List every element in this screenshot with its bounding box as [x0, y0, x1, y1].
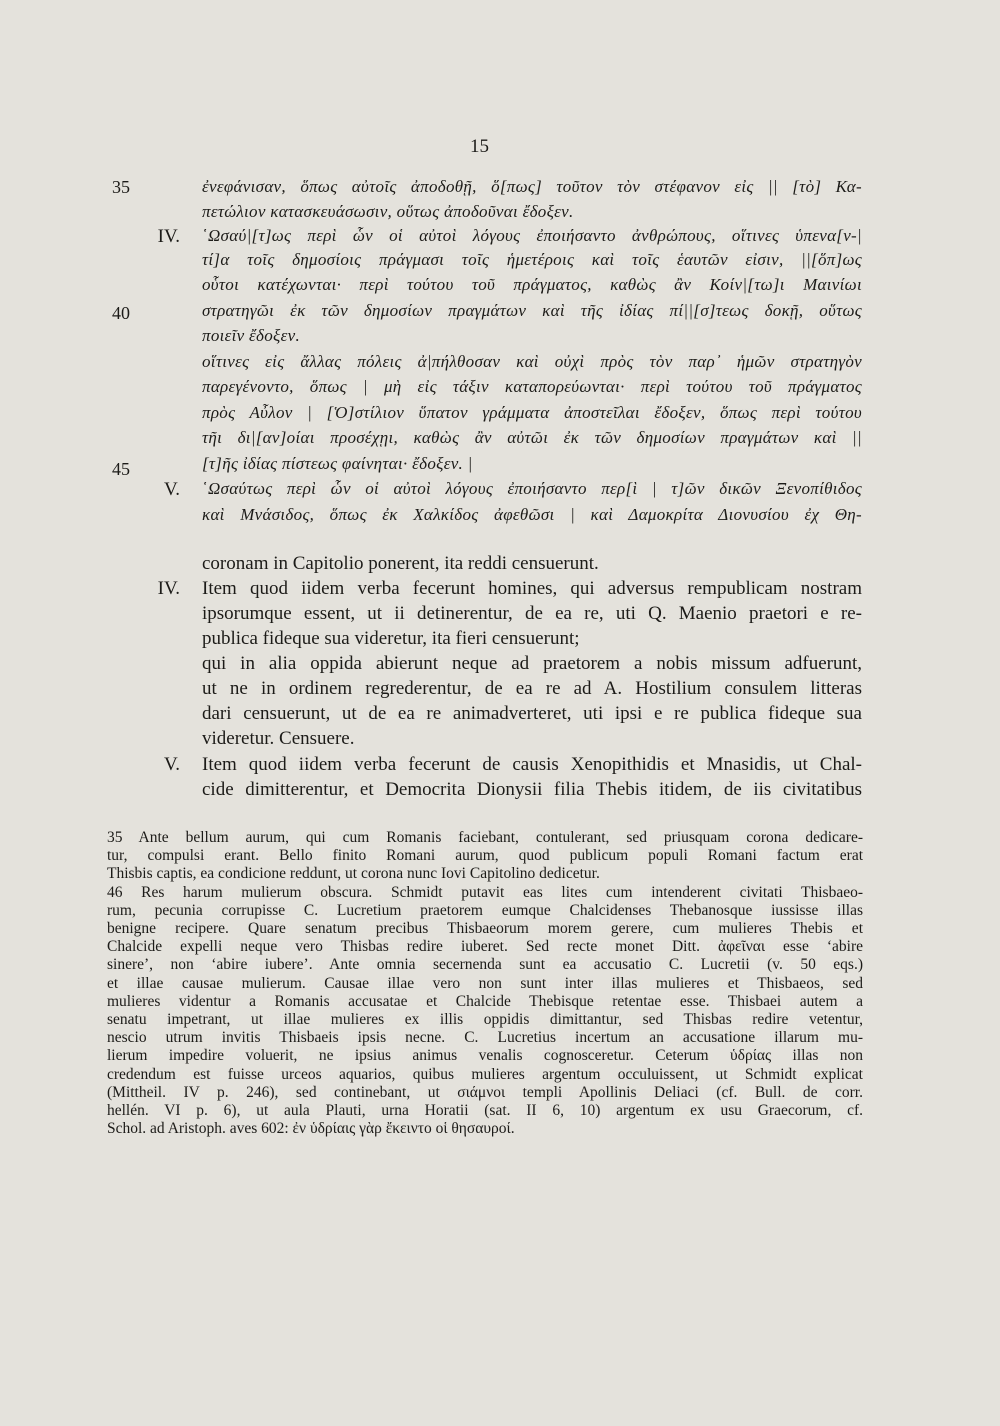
footnote-line: Schol. ad Aristoph. aves 602: ἐν ὑδρίαις γὰρ ἔκειντο οἱ θησαυροί. — [107, 1120, 515, 1137]
footnote-line: benigne recipere. Quare senatum precibus Thisbaeorum morem gerere, cum mulieres Thebis et — [107, 920, 863, 937]
greek-line: παρεγένοντο, ὅπως | μὴ εἰς τάξιν καταπορεύωνται· περὶ τούτου τοῦ πράγματος — [202, 377, 862, 396]
footnote-line: 46 Res harum mulierum obscura. Schmidt putavit eas lites cum intenderent civitati Thisbaeo- — [107, 884, 863, 901]
page-number: 15 — [470, 136, 489, 157]
line-number-40: 40 — [112, 303, 130, 323]
greek-line: οἵτινες εἰς ἄλλας πόλεις ἀ|πήλθοσαν καὶ οὐχὶ πρὸς τὸν παρ᾽ ἡμῶν στρατηγὸν — [202, 352, 862, 371]
footnote-line: senatu impetrant, ut illae mulieres ex illis oppidis dimittantur, sed Thisbas redire vetentur, — [107, 1011, 863, 1028]
greek-section-v: V. — [163, 479, 180, 500]
greek-line: οὗτοι κατέχωνται· περὶ τούτου τοῦ πράγματος, καθὼς ἂν Κοίν|[τω]ι Μαινίωι — [202, 275, 862, 294]
greek-line: [τ]ῆς ἰδίας πίστεως φαίνηται· ἔδοξεν. | — [202, 454, 473, 473]
latin-section-iv: IV. — [157, 578, 180, 599]
footnote-line: Thisbis captis, ea condicione reddunt, ut corona nunc Iovi Capitolino dedicetur. — [107, 865, 600, 882]
footnote-line: sinere’, non ‘abire iubere’. Ante omnia secernenda sunt ea accusatio C. Lucretii (v. 50 eqs.) — [107, 956, 863, 973]
footnote-line: et illae causae mulierum. Causae illae vero non sunt inter illas mulieres et Thisbaeos, sed — [107, 975, 863, 992]
greek-line: ποιεῖν ἔδοξεν. — [202, 326, 301, 345]
footnote-line: credendum est fuisse urceos aquarios, quibus mulieres argentum occuluissent, ut Schmidt explicat — [107, 1066, 863, 1083]
latin-line: videretur. Censuere. — [202, 728, 355, 749]
latin-line: ipsorumque essent, ut ii detinerentur, de ea re, uti Q. Maenio praetori e re- — [202, 603, 862, 624]
greek-line: καὶ Μνάσιδος, ὅπως ἐκ Χαλκίδος ἀφεθῶσι | καὶ Δαμοκρίτα Διονυσίου ἐχ Θη- — [202, 505, 862, 524]
footnote-line: hellén. VI p. 6), ut aula Plauti, urna Horatii (sat. II 6, 10) argentum ex usu Graecorum, cf. — [107, 1102, 863, 1119]
greek-line: τί]α τοῖς δημοσίοις πράγμασι τοῖς ἡμετέροις καὶ τοῖς ἑαυτῶν εἰσιν, ||[ὅπ]ως — [202, 250, 862, 269]
greek-line: στρατηγῶι ἐκ τῶν δημοσίων πραγμάτων καὶ τῆς ἰδίας πί||[σ]τεως δοκῇ, οὕτως — [202, 301, 862, 320]
greek-line: ἐνεφάνισαν, ὅπως αὐτοῖς ἀποδοθῇ, ὅ[πως] τοῦτον τὸν στέφανον εἰς || [τὸ] Κα- — [202, 177, 862, 196]
latin-line: ut ne in ordinem regrederentur, de ea re ad A. Hostilium consulem litteras — [202, 678, 862, 699]
footnote-line: nescio utrum invitis Thisbaeis ipsis necne. C. Lucretius incertum an accusatione illarum mu- — [107, 1029, 863, 1046]
latin-line: dari censuerunt, ut de ea re animadverteret, uti ipsi e re publica fideque sua — [202, 703, 862, 724]
footnote-line: Chalcide expelli neque vero Thisbas redire iuberet. Sed recte monet Ditt. ἀφεῖναι esse ‘abire — [107, 938, 863, 955]
footnote-line: (Mittheil. IV p. 246), sed continebant, ut σιάμνοι templi Apollinis Deliaci (cf. Bull. de corr. — [107, 1084, 863, 1101]
latin-line: coronam in Capitolio ponerent, ita reddi censuerunt. — [202, 553, 599, 574]
line-number-35: 35 — [112, 177, 130, 197]
greek-line: ῾Ωσαύ|[τ]ως περὶ ὧν οἱ αὐτοὶ λόγους ἐποιήσαντο ἀνθρώπους, οἵτινες ὑπενα[ν-| — [202, 226, 862, 245]
latin-section-v: V. — [163, 754, 180, 775]
latin-line: qui in alia oppida abierunt neque ad praetorem a nobis missum adfuerunt, — [202, 653, 862, 674]
footnote-line: 35 Ante bellum aurum, qui cum Romanis faciebant, contulerant, sed priusquam corona dedicare- — [107, 829, 863, 846]
greek-line: πετώλιον κατασκευάσωσιν, οὕτως ἀποδοῦναι ἔδοξεν. — [202, 202, 574, 221]
greek-section-iv: IV. — [157, 226, 180, 247]
latin-line: Item quod iidem verba fecerunt homines, qui adversus rempublicam nostram — [202, 578, 862, 599]
footnote-line: tur, compulsi erant. Bello finito Romani aurum, quod publicum populi Romani factum erat — [107, 847, 863, 864]
latin-line: publica fideque sua videretur, ita fieri censuerunt; — [202, 628, 580, 649]
footnote-line: mulieres videntur a Romanis accusatae et Chalcide Thebisque retentae esse. Thisbaei autem a — [107, 993, 863, 1010]
latin-line: Item quod iidem verba fecerunt de causis Xenopithidis et Mnasidis, ut Chal- — [202, 754, 862, 775]
greek-line: πρὸς Αὖλον | [Ὁ]στίλιον ὕπατον γράμματα ἀποστεῖλαι ἔδοξεν, ὅπως περὶ τούτου — [202, 403, 862, 422]
line-number-45: 45 — [112, 459, 130, 479]
latin-line: cide dimitterentur, et Democrita Dionysii filia Thebis itidem, de iis civitatibus — [202, 779, 862, 800]
greek-line: ῾Ωσαύτως περὶ ὧν οἱ αὐτοὶ λόγους ἐποιήσαντο περ[ὶ | τ]ῶν δικῶν Ξενοπίθιδος — [202, 479, 862, 498]
footnote-line: lierum impedire voluerit, ne ipsius animus venalis cognosceretur. Ceterum ὑδρίας illas non — [107, 1047, 863, 1064]
greek-line: τῆι δι|[αν]οίαι προσέχῃι, καθὼς ἂν αὐτῶι ἐκ τῶν δημοσίων πραγμάτων καὶ || — [202, 428, 862, 447]
footnote-line: rum, pecunia corrupisse C. Lucretium praetorem eumque Chalcidenses Thebanosque iussisse illas — [107, 902, 863, 919]
